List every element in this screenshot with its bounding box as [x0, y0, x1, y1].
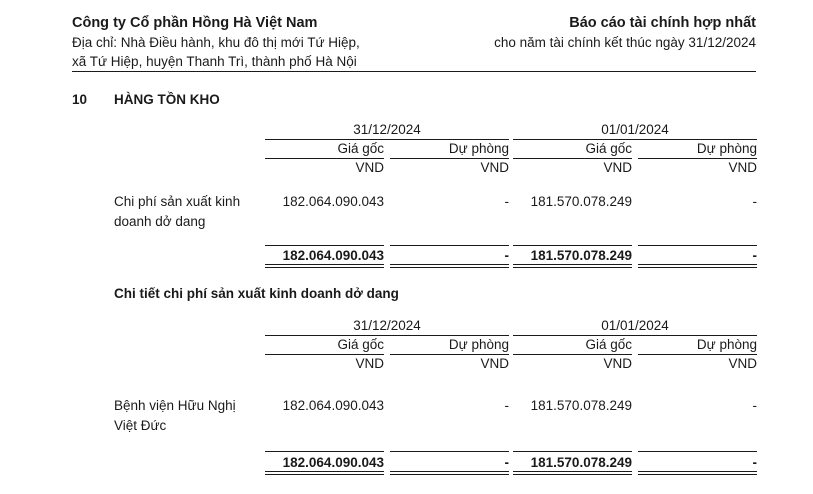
total-top-rule [513, 451, 632, 452]
col-underline [513, 158, 632, 159]
col-header-cost-2: Giá gốc [585, 337, 632, 352]
total-value: 182.064.090.043 [282, 455, 384, 470]
total-value: 182.064.090.043 [282, 248, 384, 263]
cell-value: 181.570.078.249 [530, 398, 632, 413]
total-value: - [752, 248, 757, 263]
section-number: 10 [72, 92, 88, 107]
row-label-line2: Việt Đức [114, 418, 167, 433]
unit-label: VND [603, 160, 632, 175]
total-double-rule [513, 471, 632, 475]
cell-value: 182.064.090.043 [282, 194, 384, 209]
total-value: - [752, 455, 757, 470]
period-header-1: 31/12/2024 [353, 318, 421, 333]
unit-label: VND [603, 356, 632, 371]
unit-label: VND [355, 356, 384, 371]
header-divider [72, 71, 756, 72]
total-double-rule [265, 471, 384, 475]
report-header [494, 14, 756, 52]
col-underline [265, 354, 384, 355]
cell-value: 182.064.090.043 [282, 398, 384, 413]
cell-value: - [752, 398, 757, 413]
total-value: - [504, 455, 509, 470]
report-title: Báo cáo tài chính hợp nhất [569, 15, 756, 31]
company-header [72, 14, 360, 71]
row-label-line1: Bệnh viện Hữu Nghị [114, 398, 236, 413]
total-top-rule [638, 245, 757, 246]
col-underline [390, 354, 509, 355]
row-label-line2: doanh dở dang [114, 214, 206, 229]
company-name: Công ty Cổ phần Hồng Hà Việt Nam [72, 15, 318, 31]
cell-value: 181.570.078.249 [530, 194, 632, 209]
unit-label: VND [355, 160, 384, 175]
col-underline [513, 354, 632, 355]
unit-label: VND [728, 356, 757, 371]
total-top-rule [513, 245, 632, 246]
col-header-provision-2: Dự phòng [696, 337, 757, 352]
report-period: cho năm tài chính kết thúc ngày 31/12/2024 [494, 35, 756, 50]
total-double-rule [265, 264, 384, 268]
total-double-rule [638, 264, 757, 268]
period-header-2: 01/01/2024 [601, 122, 669, 137]
total-top-rule [390, 245, 509, 246]
company-address-line1: Địa chỉ: Nhà Điều hành, khu đô thị mới Tứ Hiệp, [72, 35, 360, 50]
total-double-rule [638, 471, 757, 475]
total-value: 181.570.078.249 [530, 248, 632, 263]
row-label-line1: Chi phí sản xuất kinh [114, 194, 241, 209]
col-underline [638, 354, 757, 355]
total-top-rule [265, 451, 384, 452]
col-header-cost-1: Giá gốc [337, 337, 384, 352]
col-underline [390, 158, 509, 159]
unit-label: VND [728, 160, 757, 175]
unit-label: VND [480, 356, 509, 371]
period-underline-1 [265, 139, 509, 140]
total-value: 181.570.078.249 [530, 455, 632, 470]
period-header-1: 31/12/2024 [353, 122, 421, 137]
period-underline-2 [513, 139, 757, 140]
unit-label: VND [480, 160, 509, 175]
period-underline-2 [513, 335, 757, 336]
col-underline [638, 158, 757, 159]
company-address-line2: xã Tứ Hiệp, huyện Thanh Trì, thành phố Hà Nội [72, 54, 357, 69]
row-label [114, 192, 264, 232]
total-double-rule [390, 471, 509, 475]
col-header-cost-2: Giá gốc [585, 141, 632, 156]
total-value: - [504, 248, 509, 263]
col-header-cost-1: Giá gốc [337, 141, 384, 156]
subheading: Chi tiết chi phí sản xuất kinh doanh dở dang [114, 286, 399, 301]
col-header-provision-1: Dự phòng [448, 141, 509, 156]
col-underline [265, 158, 384, 159]
period-header-2: 01/01/2024 [601, 318, 669, 333]
cell-value: - [504, 398, 509, 413]
row-label [114, 396, 264, 436]
col-header-provision-2: Dự phòng [696, 141, 757, 156]
total-double-rule [390, 264, 509, 268]
col-header-provision-1: Dự phòng [448, 337, 509, 352]
cell-value: - [752, 194, 757, 209]
total-double-rule [513, 264, 632, 268]
total-top-rule [390, 451, 509, 452]
cell-value: - [504, 194, 509, 209]
period-underline-1 [265, 335, 509, 336]
section-title: HÀNG TỒN KHO [114, 92, 220, 107]
total-top-rule [265, 245, 384, 246]
total-top-rule [638, 451, 757, 452]
